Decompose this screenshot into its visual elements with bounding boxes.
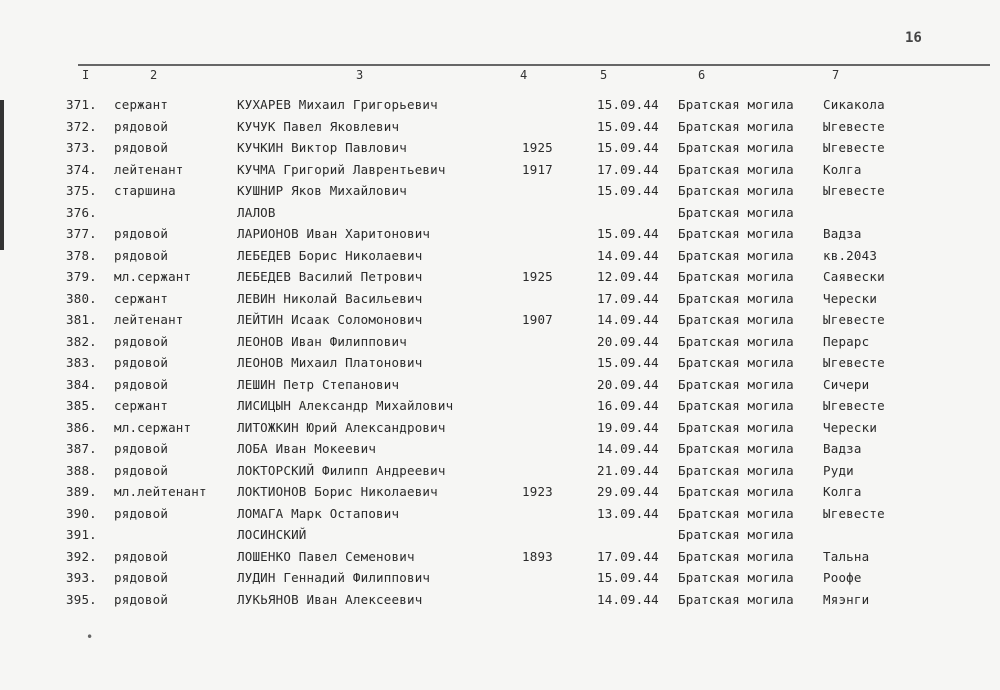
column-header-3: 3 [356,68,364,82]
record-burial-type: Братская могила [678,505,794,521]
record-death-date: 17.09.44 [597,548,659,564]
record-burial-place: Сикакола [823,97,885,112]
record-row [0,549,1000,569]
record-rank: рядовой [114,118,169,134]
record-name: ЛЕОНОВ Михаил Платонович [237,355,423,370]
record-death-date: 17.09.44 [597,290,659,306]
record-burial-type: Братская могила [678,591,794,607]
record-death-date: 17.09.44 [597,161,659,177]
record-burial-place: Ыгевесте [823,398,885,413]
record-row [0,162,1000,182]
record-death-date: 19.09.44 [597,419,659,435]
record-rank: лейтенант [114,161,184,177]
record-number: 383. [66,355,97,370]
record-burial-type: Братская могила [678,548,794,564]
record-death-date: 16.09.44 [597,398,659,413]
record-number: 374. [66,161,97,177]
record-burial-place: Роофе [823,570,862,585]
record-rank: мл.лейтенант [114,484,207,499]
record-name: ЛЕБЕДЕВ Василий Петрович [237,269,423,284]
record-row [0,140,1000,160]
record-burial-place: Ыгевесте [823,140,885,155]
record-rank: рядовой [114,247,169,263]
record-name: ЛЕЙТИН Исаак Соломонович [237,312,423,327]
record-burial-type: Братская могила [678,419,794,435]
record-name: ЛОКТИОНОВ Борис Николаевич [237,484,438,499]
record-row [0,248,1000,268]
record-burial-place: Ыгевесте [823,312,885,327]
header-rule [78,64,990,66]
record-row [0,420,1000,440]
record-burial-type: Братская могила [678,527,794,542]
record-burial-place: Ыгевесте [823,118,885,134]
record-burial-type: Братская могила [678,441,794,456]
record-rank: мл.сержант [114,419,192,435]
record-death-date: 29.09.44 [597,484,659,499]
record-name: ЛАРИОНОВ Иван Харитонович [237,226,431,241]
record-burial-type: Братская могила [678,333,794,349]
record-burial-place: Черески [823,290,878,306]
record-death-date: 14.09.44 [597,441,659,456]
record-burial-type: Братская могила [678,118,794,134]
record-birth-year: 1923 [522,484,553,499]
page-number: 16 [905,30,922,46]
record-burial-place: Перарс [823,333,870,349]
record-name: ЛИТОЖКИН Юрий Александрович [237,419,446,435]
record-number: 389. [66,484,97,499]
record-burial-type: Братская могила [678,183,794,198]
record-burial-place: Вадза [823,226,862,241]
record-rank: рядовой [114,505,169,521]
record-row [0,269,1000,289]
record-rank: сержант [114,398,169,413]
column-header-5: 5 [600,68,608,82]
record-row [0,463,1000,483]
record-row [0,441,1000,461]
record-death-date: 20.09.44 [597,376,659,392]
record-birth-year: 1925 [522,269,553,284]
record-burial-type: Братская могила [678,484,794,499]
record-row [0,334,1000,354]
record-burial-place: кв.2043 [823,247,878,263]
record-rank: рядовой [114,441,169,456]
record-rank: рядовой [114,548,169,564]
record-burial-type: Братская могила [678,204,794,220]
record-burial-type: Братская могила [678,269,794,284]
record-number: 380. [66,290,97,306]
record-burial-type: Братская могила [678,355,794,370]
record-burial-type: Братская могила [678,290,794,306]
record-name: ЛЕВИН Николай Васильевич [237,290,423,306]
record-name: КУЧКИН Виктор Павлович [237,140,407,155]
record-burial-place: Вадза [823,441,862,456]
record-number: 372. [66,118,97,134]
record-row [0,570,1000,590]
column-header-4: 4 [520,68,528,82]
record-number: 378. [66,247,97,263]
record-row [0,484,1000,504]
record-rank: рядовой [114,355,169,370]
record-number: 377. [66,226,97,241]
record-row [0,119,1000,139]
record-rank: сержант [114,97,169,112]
record-number: 388. [66,462,97,478]
record-burial-type: Братская могила [678,398,794,413]
record-birth-year: 1925 [522,140,553,155]
record-burial-type: Братская могила [678,140,794,155]
record-rank: старшина [114,183,176,198]
record-number: 371. [66,97,97,112]
record-burial-type: Братская могила [678,226,794,241]
record-number: 390. [66,505,97,521]
record-number: 385. [66,398,97,413]
record-row [0,205,1000,225]
record-name: ЛОБА Иван Мокеевич [237,441,377,456]
record-name: ЛЕБЕДЕВ Борис Николаевич [237,247,423,263]
record-burial-type: Братская могила [678,376,794,392]
record-name: ЛОСИНСКИЙ [237,527,307,542]
record-death-date: 14.09.44 [597,312,659,327]
record-number: 391. [66,527,97,542]
record-birth-year: 1917 [522,161,553,177]
column-header-1: I [82,68,90,82]
record-row [0,183,1000,203]
record-rank: рядовой [114,376,169,392]
column-header-7: 7 [832,68,840,82]
record-row [0,398,1000,418]
record-death-date: 15.09.44 [597,183,659,198]
record-name: ЛАЛОВ [237,204,276,220]
record-rank: сержант [114,290,169,306]
record-rank: рядовой [114,591,169,607]
record-name: ЛУКЬЯНОВ Иван Алексеевич [237,591,423,607]
record-number: 392. [66,548,97,564]
record-name: КУЧМА Григорий Лаврентьевич [237,161,446,177]
record-number: 376. [66,204,97,220]
record-name: ЛОКТОРСКИЙ Филипп Андреевич [237,462,446,478]
record-burial-type: Братская могила [678,97,794,112]
record-name: ЛОМАГА Марк Остапович [237,505,400,521]
column-header-6: 6 [698,68,706,82]
record-burial-place: Мяэнги [823,591,870,607]
record-death-date: 20.09.44 [597,333,659,349]
record-name: ЛЕОНОВ Иван Филиппович [237,333,407,349]
column-header-row [0,68,1000,88]
record-row [0,506,1000,526]
record-row [0,377,1000,397]
record-burial-type: Братская могила [678,462,794,478]
record-name: ЛОШЕНКО Павел Семенович [237,548,415,564]
record-number: 382. [66,333,97,349]
record-row [0,527,1000,547]
record-rank: рядовой [114,570,169,585]
record-death-date: 15.09.44 [597,355,659,370]
record-rank: лейтенант [114,312,184,327]
record-death-date: 14.09.44 [597,591,659,607]
record-rank: рядовой [114,333,169,349]
record-burial-place: Саявески [823,269,885,284]
record-birth-year: 1907 [522,312,553,327]
record-death-date: 15.09.44 [597,226,659,241]
record-death-date: 12.09.44 [597,269,659,284]
record-rank: рядовой [114,462,169,478]
record-burial-type: Братская могила [678,247,794,263]
record-death-date: 21.09.44 [597,462,659,478]
record-burial-place: Колга [823,484,862,499]
record-number: 387. [66,441,97,456]
record-death-date: 15.09.44 [597,570,659,585]
record-burial-type: Братская могила [678,161,794,177]
record-row [0,226,1000,246]
record-row [0,592,1000,612]
record-number: 386. [66,419,97,435]
record-death-date: 15.09.44 [597,97,659,112]
record-death-date: 15.09.44 [597,118,659,134]
record-burial-place: Ыгевесте [823,355,885,370]
record-burial-place: Колга [823,161,862,177]
record-burial-type: Братская могила [678,312,794,327]
record-death-date: 15.09.44 [597,140,659,155]
record-name: ЛУДИН Геннадий Филиппович [237,570,431,585]
record-name: КУХАРЕВ Михаил Григорьевич [237,97,438,112]
record-burial-place: Тальна [823,548,870,564]
record-rank: мл.сержант [114,269,192,284]
record-name: ЛИСИЦЫН Александр Михайлович [237,398,454,413]
column-header-2: 2 [150,68,158,82]
record-number: 373. [66,140,97,155]
record-death-date: 14.09.44 [597,247,659,263]
record-burial-place: Ыгевесте [823,183,885,198]
record-burial-place: Руди [823,462,854,478]
record-row [0,97,1000,117]
record-number: 375. [66,183,97,198]
record-number: 384. [66,376,97,392]
record-burial-type: Братская могила [678,570,794,585]
record-rank: рядовой [114,140,169,155]
record-name: ЛЕШИН Петр Степанович [237,376,400,392]
record-row [0,291,1000,311]
record-birth-year: 1893 [522,548,553,564]
record-burial-place: Сичери [823,376,870,392]
record-burial-place: Ыгевесте [823,505,885,521]
record-name: КУЧУК Павел Яковлевич [237,118,400,134]
record-death-date: 13.09.44 [597,505,659,521]
record-row [0,355,1000,375]
trailing-mark: • [86,630,94,644]
record-number: 381. [66,312,97,327]
record-name: КУШНИР Яков Михайлович [237,183,407,198]
record-number: 379. [66,269,97,284]
record-row [0,312,1000,332]
record-number: 393. [66,570,97,585]
record-number: 395. [66,591,97,607]
record-rank: рядовой [114,226,169,241]
record-burial-place: Черески [823,419,878,435]
